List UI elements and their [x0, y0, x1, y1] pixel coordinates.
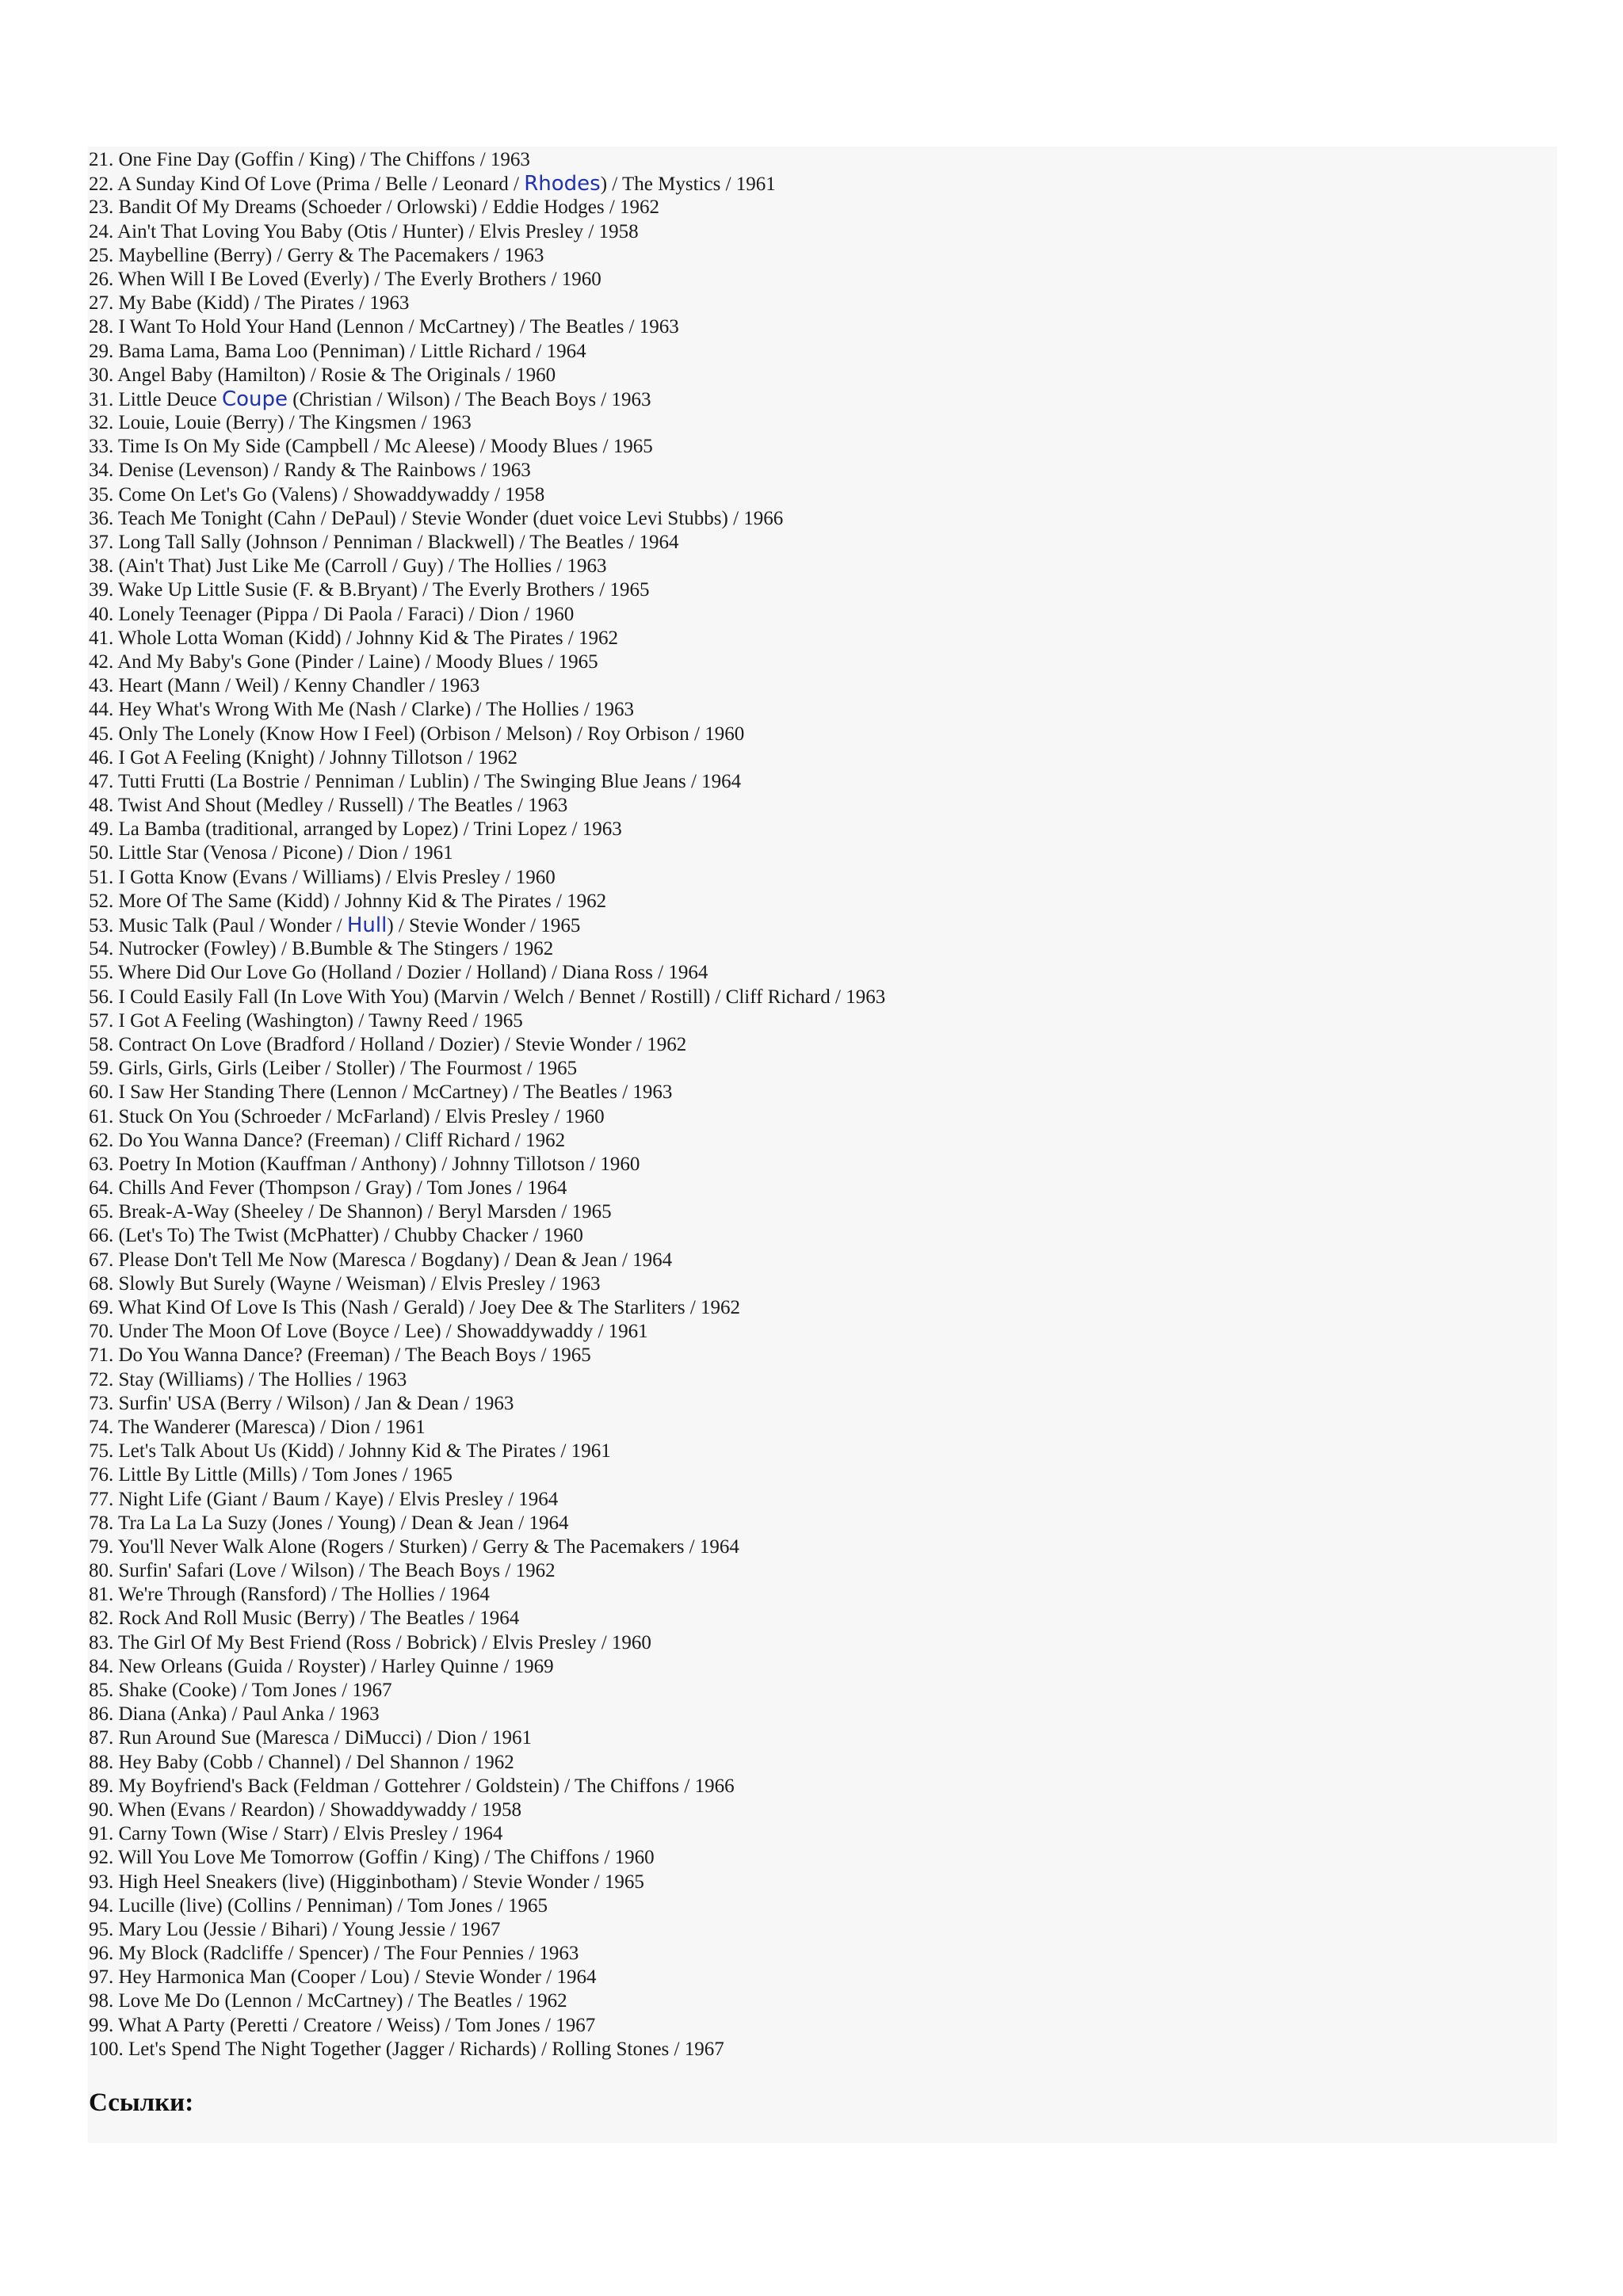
track-text: 21. One Fine Day (Goffin / King) / The Chiffons / 1963 [89, 149, 530, 170]
track-list-item [89, 1583, 885, 1607]
track-text: 65. Break-A-Way (Sheeley / De Shannon) / Beryl Marsden / 1965 [89, 1201, 612, 1223]
track-text: 81. We're Through (Ransford) / The Hollies / 1964 [89, 1584, 490, 1606]
track-text: 61. Stuck On You (Schroeder / McFarland) / Elvis Presley / 1960 [89, 1105, 605, 1127]
track-text: 38. (Ain't That) Just Like Me (Carroll / Guy) / The Hollies / 1963 [89, 555, 607, 578]
track-list-item [89, 698, 885, 722]
track-text: 76. Little By Little (Mills) / Tom Jones / 1965 [89, 1464, 453, 1486]
track-text: 90. When (Evans / Reardon) / Showaddywaddy / 1958 [89, 1798, 521, 1821]
track-list-item [89, 1822, 885, 1846]
track-list [89, 148, 885, 2061]
track-text: 72. Stay (Williams) / The Hollies / 1963 [89, 1368, 407, 1390]
track-text: 64. Chills And Fever (Thompson / Gray) / Tom Jones / 1964 [89, 1177, 567, 1199]
track-text: 69. What Kind Of Love Is This (Nash / Gerald) / Joey Dee & The Starliters / 1962 [89, 1297, 741, 1318]
track-text: 92. Will You Love Me Tomorrow (Goffin / King) / The Chiffons / 1960 [89, 1847, 655, 1869]
track-text: 28. I Want To Hold Your Hand (Lennon / McCartney) / The Beatles / 1963 [89, 316, 679, 338]
track-text: 96. My Block (Radcliffe / Spencer) / The Four Pennies / 1963 [89, 1943, 579, 1965]
track-list-item [89, 220, 885, 244]
track-text: 80. Surfin' Safari (Love / Wilson) / The Beach Boys / 1962 [89, 1560, 556, 1582]
track-text: 73. Surfin' USA (Berry / Wilson) / Jan & Dean / 1963 [89, 1392, 514, 1414]
track-list-item [89, 674, 885, 698]
track-list-item [89, 1535, 885, 1559]
track-text: 32. Louie, Louie (Berry) / The Kingsmen / 1963 [89, 412, 472, 434]
track-text: 51. I Gotta Know (Evans / Williams) / Elvis Presley / 1960 [89, 866, 556, 888]
track-list-item [89, 315, 885, 339]
track-text: 31. Little Deuce [89, 388, 222, 410]
track-text: 87. Run Around Sue (Maresca / DiMucci) / Dion / 1961 [89, 1727, 532, 1749]
track-list-item [89, 890, 885, 913]
track-list-item [89, 1918, 885, 1942]
track-list-item [89, 1942, 885, 1966]
track-list-item [89, 1344, 885, 1367]
track-text: ) / Stevie Wonder / 1965 [387, 915, 581, 936]
track-list-item [89, 244, 885, 268]
track-list-item [89, 1368, 885, 1392]
track-list-item [89, 1272, 885, 1296]
track-list-item [89, 866, 885, 890]
track-list-item [89, 1153, 885, 1177]
track-list-item [89, 913, 885, 937]
track-list-item [89, 411, 885, 435]
track-list-item [89, 1512, 885, 1535]
track-text: 26. When Will I Be Loved (Everly) / The Everly Brothers / 1960 [89, 268, 601, 290]
track-text: 50. Little Star (Venosa / Picone) / Dion / 1961 [89, 842, 453, 864]
track-text: 83. The Girl Of My Best Friend (Ross / Bobrick) / Elvis Presley / 1960 [89, 1631, 651, 1653]
track-text: 41. Whole Lotta Woman (Kidd) / Johnny Kid & The Pirates / 1962 [89, 627, 619, 649]
track-list-item [89, 483, 885, 507]
track-list-item [89, 1989, 885, 2013]
track-list-item [89, 387, 885, 411]
track-text: 34. Denise (Levenson) / Randy & The Rainbows / 1963 [89, 460, 531, 482]
track-text: 36. Teach Me Tonight (Cahn / DePaul) / Stevie Wonder (duet voice Levi Stubbs) / 1966 [89, 507, 784, 529]
track-list-item [89, 746, 885, 770]
track-text: 52. More Of The Same (Kidd) / Johnny Kid & The Pirates / 1962 [89, 890, 607, 912]
track-text: 24. Ain't That Loving You Baby (Otis / Hunter) / Elvis Presley / 1958 [89, 220, 639, 242]
track-text: 48. Twist And Shout (Medley / Russell) / The Beatles / 1963 [89, 795, 568, 817]
track-list-item [89, 364, 885, 387]
track-text: ) / The Mystics / 1961 [600, 174, 776, 196]
track-list-item [89, 578, 885, 602]
track-text: 58. Contract On Love (Bradford / Holland / Dozier) / Stevie Wonder / 1962 [89, 1033, 687, 1055]
track-list-item [89, 1057, 885, 1081]
track-text: 33. Time Is On My Side (Campbell / Mc Aleese) / Moody Blues / 1965 [89, 436, 653, 458]
track-list-item [89, 1081, 885, 1104]
track-text: 39. Wake Up Little Susie (F. & B.Bryant) / The Everly Brothers / 1965 [89, 579, 650, 601]
track-text: 85. Shake (Cooke) / Tom Jones / 1967 [89, 1680, 392, 1701]
track-text: 100. Let's Spend The Night Together (Jagger / Richards) / Rolling Stones / 1967 [89, 2038, 724, 2060]
track-list-item [89, 794, 885, 818]
track-text: 99. What A Party (Peretti / Creatore / Weiss) / Tom Jones / 1967 [89, 2014, 596, 2036]
track-list-item [89, 1463, 885, 1487]
track-text: 54. Nutrocker (Fowley) / B.Bumble & The Stingers / 1962 [89, 938, 554, 960]
track-list-item [89, 1703, 885, 1726]
track-list-item [89, 723, 885, 746]
track-list-item [89, 1798, 885, 1822]
track-list-item [89, 1894, 885, 1918]
track-list-item [89, 555, 885, 578]
track-text: 23. Bandit Of My Dreams (Schoeder / Orlowski) / Eddie Hodges / 1962 [89, 196, 660, 219]
track-list-item [89, 961, 885, 985]
track-text: 53. Music Talk (Paul / Wonder / [89, 915, 347, 936]
track-list-item [89, 268, 885, 292]
track-text: 47. Tutti Frutti (La Bostrie / Penniman / Lublin) / The Swinging Blue Jeans / 1964 [89, 770, 742, 792]
track-list-item [89, 1607, 885, 1630]
track-list-item [89, 1846, 885, 1870]
track-text: 56. I Could Easily Fall (In Love With You) (Marvin / Welch / Bennet / Rostill) / Cliff Richard / 1963 [89, 986, 886, 1008]
track-text: 25. Maybelline (Berry) / Gerry & The Pacemakers / 1963 [89, 244, 544, 266]
track-text: 45. Only The Lonely (Know How I Feel) (Orbison / Melson) / Roy Orbison / 1960 [89, 723, 745, 745]
highlighted-word: Coupe [222, 387, 288, 411]
track-text: 75. Let's Talk About Us (Kidd) / Johnny Kid & The Pirates / 1961 [89, 1440, 611, 1463]
track-list-item [89, 1177, 885, 1200]
track-list-item [89, 627, 885, 650]
track-list-item [89, 1033, 885, 1057]
track-list-item [89, 196, 885, 219]
track-text: 66. (Let's To) The Twist (McPhatter) / Chubby Chacker / 1960 [89, 1225, 583, 1247]
track-list-item [89, 507, 885, 531]
track-list-item [89, 292, 885, 315]
track-list-item [89, 986, 885, 1009]
track-list-item [89, 1726, 885, 1750]
track-text: 78. Tra La La La Suzy (Jones / Young) / Dean & Jean / 1964 [89, 1512, 569, 1534]
track-text: 67. Please Don't Tell Me Now (Maresca / Bogdany) / Dean & Jean / 1964 [89, 1249, 673, 1271]
track-list-item [89, 1392, 885, 1416]
track-list-item [89, 435, 885, 459]
track-list-item [89, 1631, 885, 1655]
track-text: 27. My Babe (Kidd) / The Pirates / 1963 [89, 292, 410, 315]
track-text: 91. Carny Town (Wise / Starr) / Elvis Presley / 1964 [89, 1823, 503, 1845]
track-text: 43. Heart (Mann / Weil) / Kenny Chandler / 1963 [89, 675, 480, 697]
track-text: 55. Where Did Our Love Go (Holland / Dozier / Holland) / Diana Ross / 1964 [89, 962, 708, 984]
track-list-item [89, 1416, 885, 1440]
track-list-item [89, 172, 885, 196]
track-list-item [89, 2038, 885, 2061]
track-text: 29. Bama Lama, Bama Loo (Penniman) / Little Richard / 1964 [89, 340, 586, 362]
track-list-item [89, 1751, 885, 1775]
track-list-item [89, 1679, 885, 1703]
track-list-item [89, 531, 885, 555]
track-text: 57. I Got A Feeling (Washington) / Tawny Reed / 1965 [89, 1009, 523, 1032]
track-text: 46. I Got A Feeling (Knight) / Johnny Tillotson / 1962 [89, 746, 518, 769]
track-text: 59. Girls, Girls, Girls (Leiber / Stoller) / The Fourmost / 1965 [89, 1058, 578, 1080]
track-list-item [89, 818, 885, 841]
track-text: 71. Do You Wanna Dance? (Freeman) / The Beach Boys / 1965 [89, 1344, 591, 1367]
track-list-item [89, 770, 885, 794]
track-text: 97. Hey Harmonica Man (Cooper / Lou) / Stevie Wonder / 1964 [89, 1966, 597, 1989]
track-list-item [89, 1200, 885, 1224]
track-text: 37. Long Tall Sally (Johnson / Penniman / Blackwell) / The Beatles / 1964 [89, 532, 679, 553]
track-list-item [89, 148, 885, 172]
track-list-item [89, 841, 885, 865]
track-text: 93. High Heel Sneakers (live) (Higginbotham) / Stevie Wonder / 1965 [89, 1871, 644, 1893]
track-list-item [89, 1296, 885, 1320]
track-list-item [89, 1224, 885, 1248]
track-list-item [89, 1129, 885, 1153]
track-text: 30. Angel Baby (Hamilton) / Rosie & The Originals / 1960 [89, 364, 556, 386]
track-text: 70. Under The Moon Of Love (Boyce / Lee) / Showaddywaddy / 1961 [89, 1321, 648, 1343]
track-list-item [89, 1488, 885, 1512]
track-list-item [89, 340, 885, 364]
track-list-item [89, 1655, 885, 1679]
track-list-item [89, 1559, 885, 1583]
track-list-item [89, 1009, 885, 1033]
track-text: 79. You'll Never Walk Alone (Rogers / Sturken) / Gerry & The Pacemakers / 1964 [89, 1535, 739, 1558]
track-list-item [89, 1249, 885, 1272]
track-text: 22. A Sunday Kind Of Love (Prima / Belle / Leonard / [89, 174, 525, 196]
track-text: 82. Rock And Roll Music (Berry) / The Beatles / 1964 [89, 1608, 520, 1630]
track-list-item [89, 1440, 885, 1463]
track-text: 62. Do You Wanna Dance? (Freeman) / Cliff Richard / 1962 [89, 1129, 566, 1151]
track-text: 35. Come On Let's Go (Valens) / Showaddywaddy / 1958 [89, 483, 545, 505]
track-text: (Christian / Wilson) / The Beach Boys / 1963 [288, 388, 651, 410]
track-list-item [89, 1320, 885, 1344]
track-text: 88. Hey Baby (Cobb / Channel) / Del Shannon / 1962 [89, 1751, 514, 1773]
track-list-item [89, 937, 885, 961]
track-text: 98. Love Me Do (Lennon / McCartney) / The Beatles / 1962 [89, 1990, 567, 2012]
track-list-item [89, 1871, 885, 1894]
track-text: 68. Slowly But Surely (Wayne / Weisman) / Elvis Presley / 1963 [89, 1272, 601, 1295]
track-list-item [89, 603, 885, 627]
track-list-item [89, 459, 885, 482]
track-text: 44. Hey What's Wrong With Me (Nash / Clarke) / The Hollies / 1963 [89, 699, 635, 721]
track-text: 42. And My Baby's Gone (Pinder / Laine) / Moody Blues / 1965 [89, 650, 598, 673]
track-list-item [89, 1966, 885, 1989]
track-list-item [89, 650, 885, 674]
track-text: 49. La Bamba (traditional, arranged by Lopez) / Trini Lopez / 1963 [89, 818, 622, 841]
track-text: 40. Lonely Teenager (Pippa / Di Paola / Faraci) / Dion / 1960 [89, 603, 575, 625]
highlighted-word: Rhodes [524, 172, 601, 196]
track-text: 86. Diana (Anka) / Paul Anka / 1963 [89, 1703, 380, 1726]
links-heading: Ссылки: [89, 2088, 194, 2117]
track-text: 94. Lucille (live) (Collins / Penniman) / Tom Jones / 1965 [89, 1894, 548, 1917]
track-text: 63. Poetry In Motion (Kauffman / Anthony) / Johnny Tillotson / 1960 [89, 1153, 640, 1175]
track-list-item [89, 2014, 885, 2038]
track-list-item [89, 1775, 885, 1798]
highlighted-word: Hull [346, 913, 388, 937]
track-text: 89. My Boyfriend's Back (Feldman / Gottehrer / Goldstein) / The Chiffons / 1966 [89, 1775, 735, 1797]
track-text: 95. Mary Lou (Jessie / Bihari) / Young Jessie / 1967 [89, 1918, 501, 1940]
track-text: 60. I Saw Her Standing There (Lennon / McCartney) / The Beatles / 1963 [89, 1081, 673, 1104]
track-text: 74. The Wanderer (Maresca) / Dion / 1961 [89, 1416, 426, 1438]
track-text: 77. Night Life (Giant / Baum / Kaye) / Elvis Presley / 1964 [89, 1488, 559, 1510]
track-text: 84. New Orleans (Guida / Royster) / Harley Quinne / 1969 [89, 1655, 554, 1677]
track-list-item [89, 1105, 885, 1129]
